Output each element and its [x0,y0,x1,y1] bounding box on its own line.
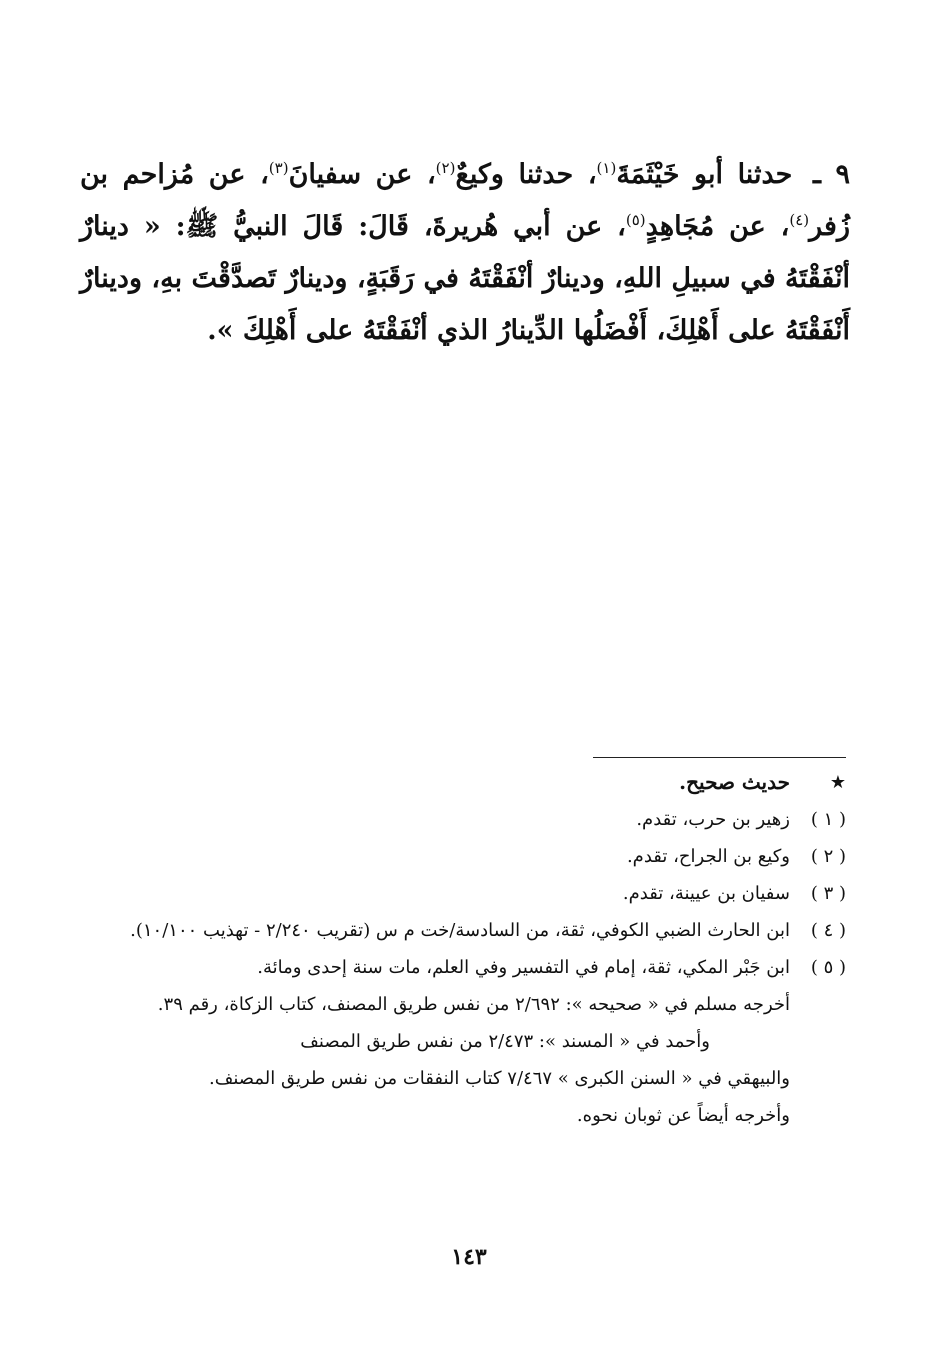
hadith-segment: ، عن مُجَاهِدٍ [645,211,790,242]
footnote-text: سفيان بن عيينة، تقدم. [622,883,790,904]
footnote-ref: (٣) [268,159,289,177]
takhrij-thawban: وأخرجه أيضاً عن ثوبان نحوه. [576,1105,790,1126]
footnotes [86,764,846,1134]
footnote-star [86,764,846,801]
hadith-segment: ، عن سفيانَ [288,159,436,190]
footnote-text: زهير بن حرب، تقدم. [636,809,790,830]
footnote-text: ابن جَبْر المكي، ثقة، إمام في التفسير وفي العلم، مات سنة إحدى ومائة. [257,957,790,978]
hadith-segment: حدثنا أبو خَيْثَمَةَ [616,159,793,190]
footnote-ref: (٥) [625,211,646,229]
page-number: ١٤٣ [451,1244,487,1270]
footnote-ref: (٢) [435,159,456,177]
footnote-marker: ( ١ ) [810,809,846,830]
hadith-number: ٩ ـ [812,159,850,190]
footnote-2 [86,838,846,875]
footnote-marker: ( ٥ ) [810,957,846,978]
takhrij-bayhaqi: والبيهقي في « السنن الكبرى » ٧/٤٦٧ كتاب النفقات من نفس طريق المصنف. [208,1068,790,1089]
footnote-1 [86,801,846,838]
footnote-4 [86,912,846,949]
hadith-text [80,149,850,357]
footnote-ref: (٤) [789,211,810,229]
footnote-text: ابن الحارث الضبي الكوفي، ثقة، من السادسة/خت م س (تقريب ٢/٢٤٠ - تهذيب ١٠/١٠٠). [130,920,790,941]
hadith-segment: ، عن أبي هُريرةَ، قَالَ: قَالَ النبيُّ ﷺ: « دينارٌ أنْفَقْتَهُ في سبيلِ اللهِ، ودينارٌ أنْفَقْتَهُ في رَقَبَةٍ، ودينارٌ تَصدَّقْتَ بهِ، ودينارٌ أَنْفَقْتَهُ على أَهْلِكَ، أَفْضَلُها الدِّينارُ الذي أنْفَقْتَهُ على أَهْلِكَ ». [80,211,850,346]
footnote-divider [593,757,846,758]
footnote-3 [86,875,846,912]
footnote-5 [86,949,846,986]
footnote-text: وكيع بن الجراح، تقدم. [626,846,790,867]
footnote-marker: ( ٣ ) [810,883,846,904]
hadith-segment: ، حدثنا وكيعٌ [455,159,597,190]
hadith-segment: ، عن مُزاحم بن زُفر [80,159,850,242]
footnote-marker: ( ٢ ) [810,846,846,867]
star-marker: ★ [829,772,846,793]
takhrij-muslim: أخرجه مسلم في « صحيحه »: ٢/٦٩٢ من نفس طريق المصنف، كتاب الزكاة، رقم ٣٩. [157,994,790,1015]
footnote-marker: ( ٤ ) [810,920,846,941]
takhrij-ahmad: وأحمد في « المسند »: ٢/٤٧٣ من نفس طريق المصنف [300,1031,710,1052]
grading-text: حديث صحيح. [679,770,790,794]
footnote-ref: (١) [596,159,617,177]
